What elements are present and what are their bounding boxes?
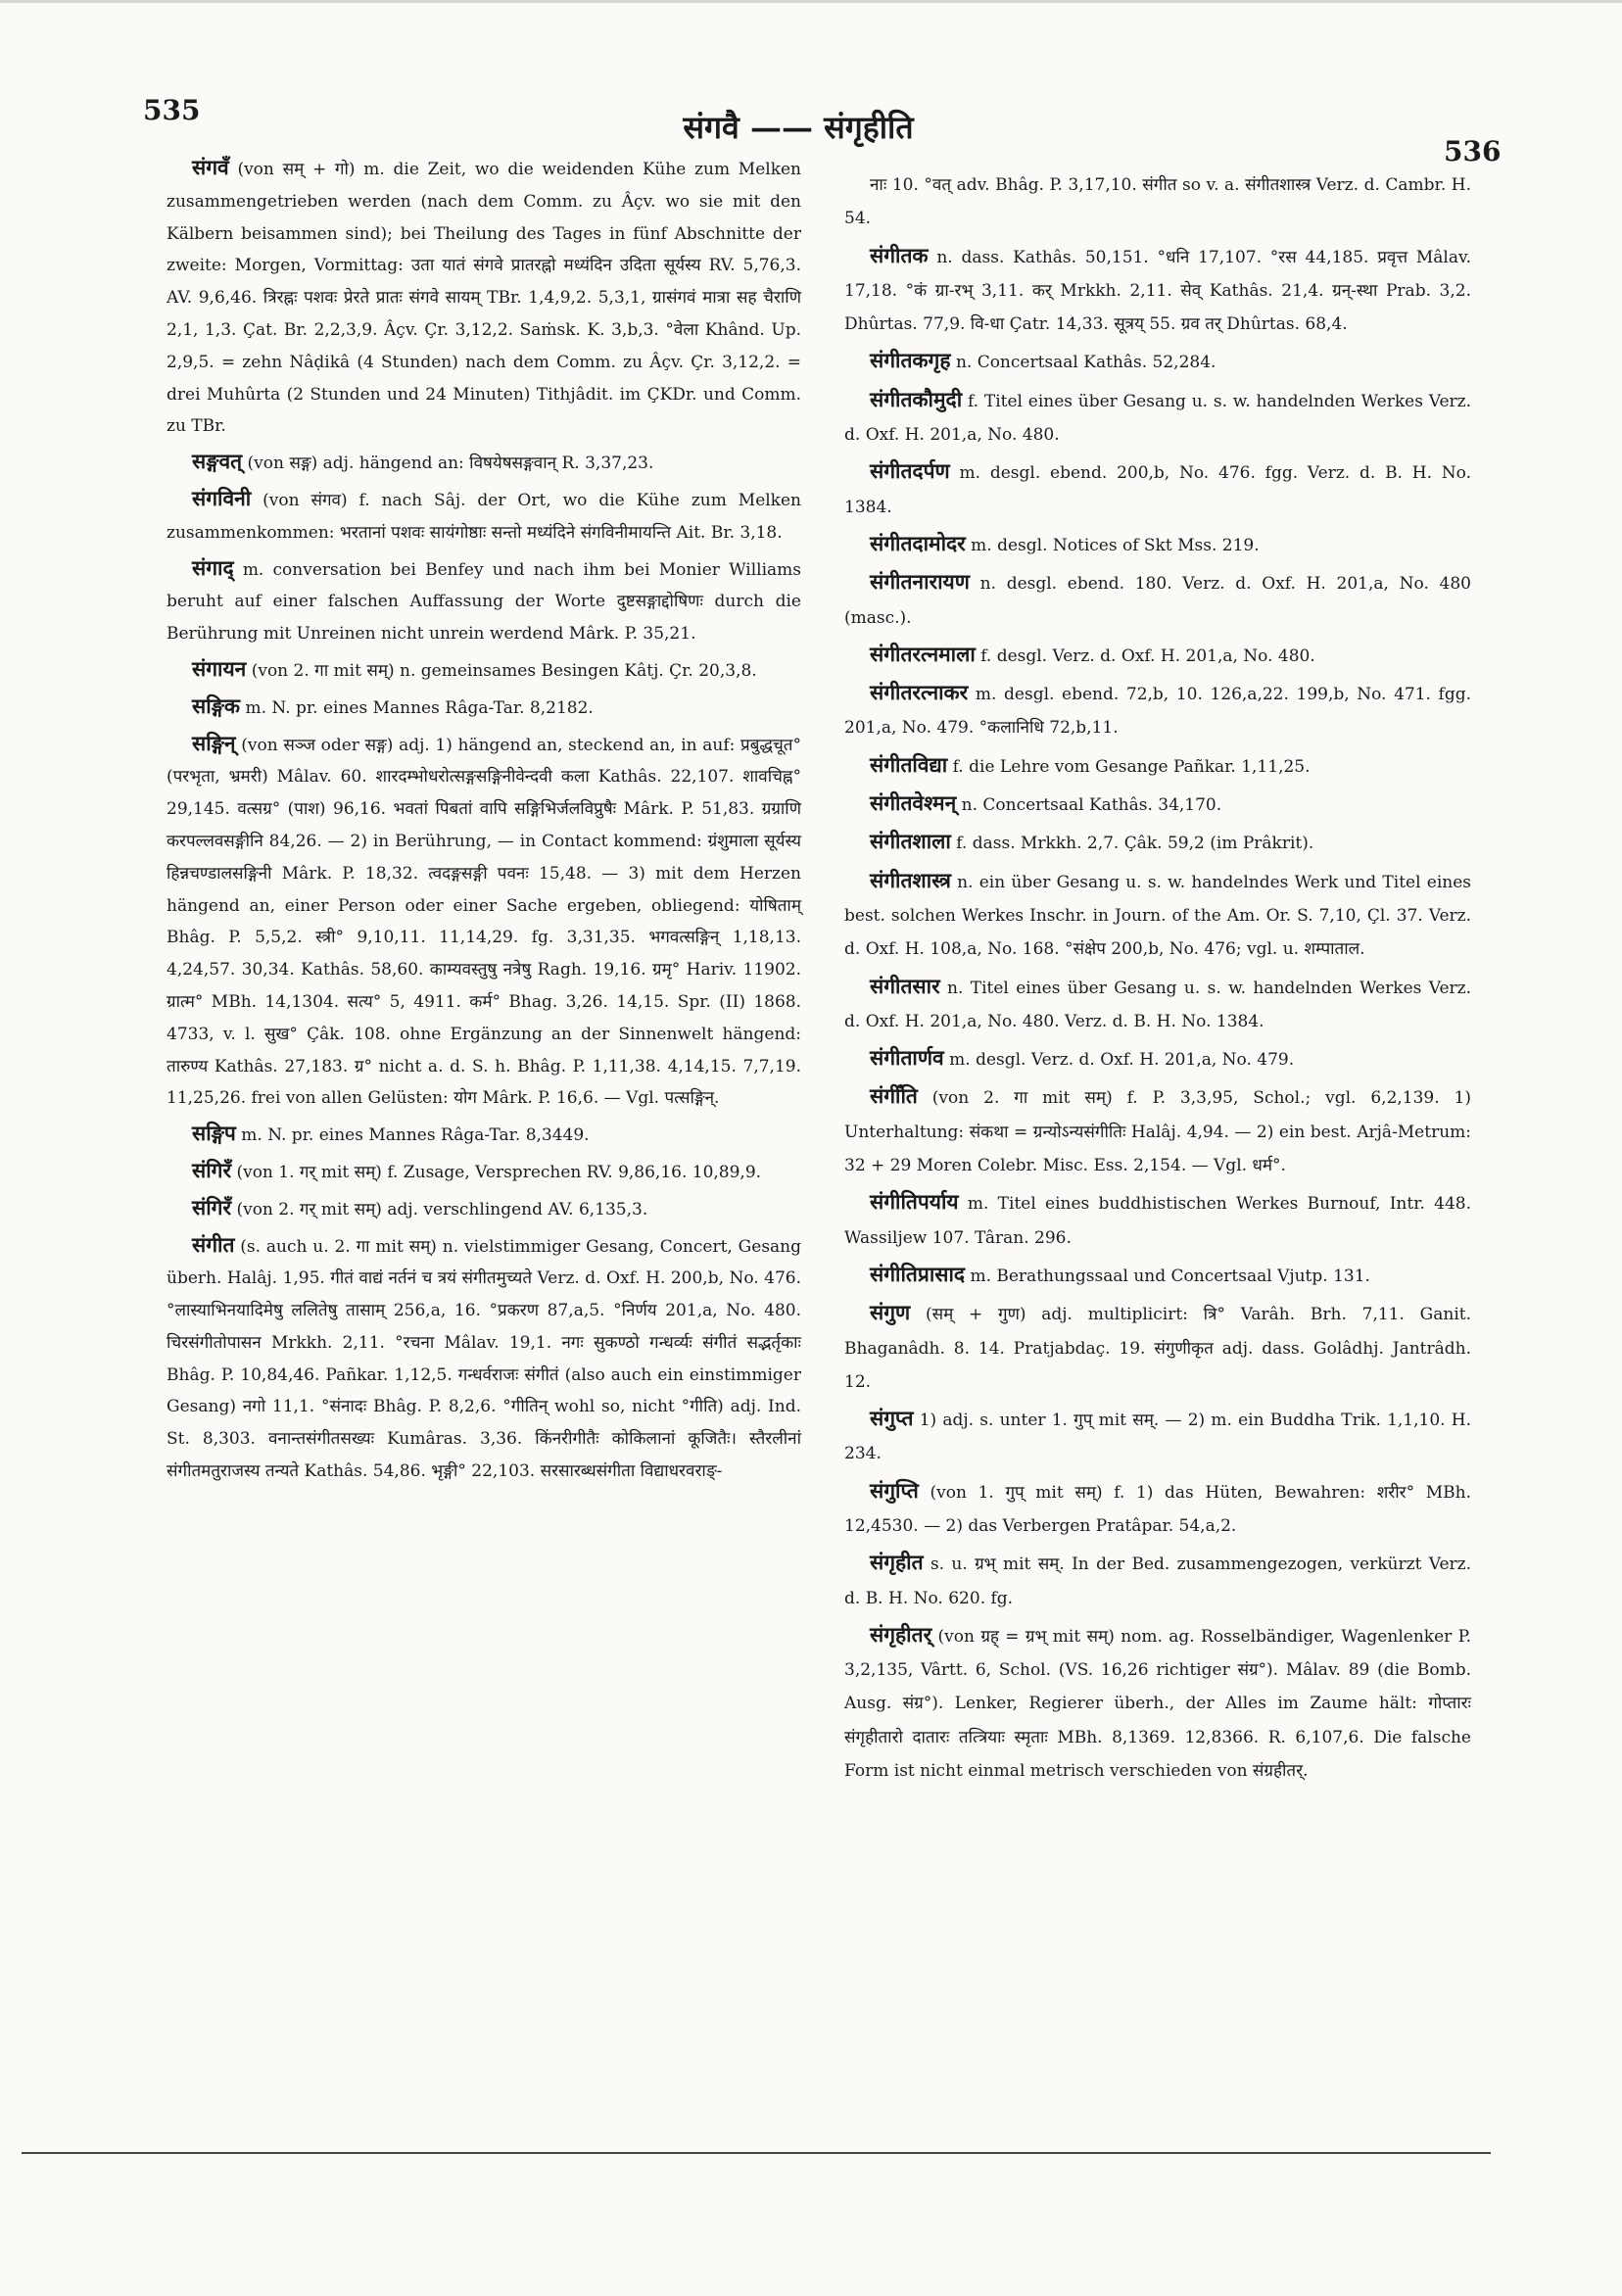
- entry-body: (s. auch u. 2. गा mit सम्) n. vielstimmiger Gesang, Concert, Gesang überh. Halâj. 1,95. गीतं वाद्यं नर्तनं च त्रयं संगीतमुच्यते Verz. d. Oxf. H. 200,b, No. 476. °लास्याभिनयादिमेषु ललितेषु तासाम् 256,a, 16. °प्रकरण 87,a,5. °निर्णय 201,a, No. 480. चिरसंगीतोपासन Mrkkh. 2,11. °रचना Mâlav. 19,1. नगः सुकण्ठो गन्धर्व्यः संगीतं सद्भर्तृकाः Bhâg. P. 10,84,46. Pañkar. 1,12,5. गन्धर्वराजः संगीतं (also auch ein einstimmiger Gesang) नगो 11,1. °संनादः Bhâg. P. 8,2,6. °गीतिन् wohl so, nicht °गीति) adj. Ind. St. 8,303. वनान्तसंगीतसख्यः Kumâras. 3,36. किंनरीगीतैः कोकिलानां कूजितैः। स्तैरलीनां संगीतमतुराजस्य तन्यते Kathâs. 54,86. भृङ्गी° 22,103. सरसारब्धसंगीता विद्याधरवराङ्-: [167, 1236, 802, 1482]
- entry-body: m. N. pr. eines Mannes Râga-Tar. 8,3449.: [241, 1125, 590, 1146]
- entry-body: f. die Lehre vom Gesange Pañkar. 1,11,25.: [952, 756, 1311, 777]
- entry-headword: संगीत: [192, 1231, 235, 1257]
- dictionary-entry: [844, 383, 1471, 453]
- scan-top-edge: [0, 0, 1622, 3]
- dictionary-entry: [844, 565, 1471, 635]
- entry-headword: संगृहीतर्: [870, 1621, 932, 1647]
- entry-body: (von ग्रह् = ग्रभ् mit सम्) nom. ag. Rosselbändiger, Wagenlenker P. 3,2,135, Vârtt. 6, Schol. (VS. 16,26 richtiger संग्र°). Mâlav. 89 (die Bomb. Ausg. संग्र°). Lenker, Regierer überh., der Alles im Zaume hält: गोप्तारः संगृहीतारो दातारः तत्त्रियाः स्मृताः MBh. 8,1369. 12,8366. R. 6,107,6. Die falsche Form ist nicht einmal metrisch verschieden von संग्रहीतर्.: [844, 1626, 1472, 1782]
- entry-body: m. desgl. ebend. 72,b, 10. 126,a,22. 199,b, No. 471. fgg. 201,a, No. 479. °कलानिधि 72,b,11.: [844, 685, 1471, 739]
- entry-headword: संगीतशाला: [870, 829, 951, 854]
- entry-headword: संगीतिप्रासाद: [870, 1261, 966, 1286]
- entry-body: f. desgl. Verz. d. Oxf. H. 201,a, No. 480.: [980, 646, 1315, 666]
- dictionary-entry: [167, 446, 801, 480]
- dictionary-entry: [167, 152, 801, 443]
- entry-body: (von 2. गर् mit सम्) adj. verschlingend AV. 6,135,3.: [236, 1199, 648, 1220]
- entry-body: (von सम् + गो) m. die Zeit, wo die weidenden Kühe zum Melken zusammengetrieben werden (nach dem Comm. zu Âçv. wo sie mit den Kälbern beisammen sind); bei Theilung des Tages in fünf Abschnitte der zweite: Morgen, Vormittag: उता यातं संगवे प्रातरह्नो मध्यंदिन उदिता सूर्यस्य RV. 5,76,3. AV. 9,6,46. त्रिरह्नः पशवः प्रेरते प्रातः संगवे सायम् TBr. 1,4,9,2. 5,3,1, ग्रासंगवं मात्रा सह चैराणि 2,1, 1,3. Çat. Br. 2,2,3,9. Âçv. Çr. 3,12,2. Saṁsk. K. 3,b,3. °वेला Khând. Up. 2,9,5. = zehn Nâḍikâ (4 Stunden) nach dem Comm. zu Âçv. Çr. 3,12,2. = drei Muhûrta (2 Stunden und 24 Minuten) Tithjâdit. im ÇKDr. und Comm. zu TBr.: [167, 160, 802, 437]
- dictionary-entry: [844, 1258, 1471, 1293]
- entry-headword: संगीतसार: [870, 973, 940, 998]
- entry-body: s. u. ग्रभ् mit सम्. In der Bed. zusammengezogen, verkürzt Verz. d. B. H. No. 620. fg.: [844, 1555, 1471, 1608]
- dictionary-entry: [844, 167, 1471, 236]
- entry-headword: संगीतिपर्याय: [870, 1189, 959, 1215]
- entry-body: n. desgl. ebend. 180. Verz. d. Oxf. H. 201,a, No. 480 (masc.).: [844, 574, 1471, 628]
- entry-headword: संगीतरत्नाकर: [870, 680, 969, 705]
- entry-body: n. Titel eines über Gesang u. s. w. handelnden Werkes Verz. d. Oxf. H. 201,a, No. 480. Verz. d. B. H. No. 1384.: [844, 978, 1472, 1031]
- entry-body: नाः 10. °वत् adv. Bhâg. P. 3,17,10. संगीत so v. a. संगीतशास्त्र Verz. d. Cambr. H. 54.: [844, 175, 1471, 229]
- entry-headword: संगिरँ: [192, 1194, 232, 1220]
- dictionary-entry: [167, 1155, 801, 1189]
- dictionary-entry: [844, 1402, 1471, 1471]
- entry-headword: संगीतविद्या: [870, 751, 948, 777]
- entry-body: m. Titel eines buddhistischen Werkes Burnouf, Intr. 448. Wassiljew 107. Târan. 296.: [844, 1194, 1471, 1248]
- left-column: [167, 152, 801, 1491]
- entry-body: (von सञ्ज oder सङ्ग) adj. 1) hängend an, steckend an, in auf: प्रबुद्धचूत° (परभृता, भ्रमरी) Mâlav. 60. शारदम्भोधरोत्सङ्गसङ्गिनीवेन्दवी कला Kathâs. 22,107. शावचिह्न° 29,145. वत्सग्र° (पाश) 96,16. भवतां पिबतां वापि सङ्गिभिर्जलविप्रुषैः Mârk. P. 51,83. ग्रग्राणि करपल्लवसङ्गीनि 84,26. — 2) in Berührung, — in Contact kommend: ग्रंशुमाला सूर्यस्य हिन्नचण्डालसङ्गिनी Mârk. P. 18,32. त्वदङ्गसङ्गी पवनः 15,48. — 3) mit dem Herzen hängend an, einer Person oder einer Sache ergeben, obliegend: योषिताम् Bhâg. P. 5,5,2. स्त्री° 9,10,11. 11,14,29. fg. 3,31,35. भगवत्सङ्गिन् 1,18,13. 4,24,57. 30,34. Kathâs. 58,60. काम्यवस्तुषु नत्रेषु Ragh. 19,16. ग्रमृ° Hariv. 11902. ग्रात्म° MBh. 14,1304. सत्य° 5, 4911. कर्म° Bhag. 3,26. 14,15. Spr. (II) 1868. 4733, v. l. सुख° Çâk. 108. ohne Ergänzung an der Sinnenwelt hängend: तारुण्य Kathâs. 27,183. ग्र° nicht a. d. S. h. Bhâg. P. 1,11,38. 4,14,15. 7,7,19. 11,25,26. frei von allen Gelüsten: योग Mârk. P. 16,6. — Vgl. पत्सङ्गिन्.: [167, 735, 801, 1109]
- dictionary-entry: [167, 691, 801, 725]
- entry-headword: संगीतक: [870, 242, 929, 267]
- dictionary-entry: [844, 676, 1471, 745]
- dictionary-entry: [844, 1618, 1471, 1788]
- entry-headword: सङ्गिप: [192, 1121, 236, 1146]
- entry-body: m. desgl. Notices of Skt Mss. 219.: [971, 535, 1260, 555]
- entry-headword: संगीतकौमुदी: [870, 386, 963, 411]
- entry-headword: संगीँति: [870, 1083, 918, 1109]
- dictionary-entry: [844, 527, 1471, 562]
- entry-body: m. desgl. Verz. d. Oxf. H. 201,a, No. 479.: [949, 1050, 1295, 1071]
- entry-headword: संगीतवेश्मन्: [870, 790, 957, 816]
- entry-headword: संगीतदर्पण: [870, 458, 950, 484]
- dictionary-entry: [167, 1118, 801, 1152]
- entry-body: (von 2. गा mit सम्) f. P. 3,3,95, Schol.; vgl. 6,2,139. 1) Unterhaltung: संकथा = ग्रन्योऽन्यसंगीतिः Halâj. 4,94. — 2) ein best. Arjâ-Metrum: 32 + 29 Moren Colebr. Misc. Ess. 2,154. — Vgl. धर्म°.: [844, 1088, 1472, 1176]
- dictionary-entry: [844, 1185, 1471, 1255]
- entry-headword: संगृहीत: [870, 1550, 924, 1575]
- entry-headword: संगुप्ति: [870, 1477, 919, 1503]
- entry-body: n. dass. Kathâs. 50,151. °धनि 17,107. °रस 44,185. प्रवृत्त Mâlav. 17,18. °कं ग्रा-रभ् 3,11. कर् Mrkkh. 2,11. सेव् Kathâs. 21,4. ग्रन्-स्था Prab. 3,2. Dhûrtas. 77,9. वि-धा Çatr. 14,33. सूत्रय् 55. ग्रव तर् Dhûrtas. 68,4.: [844, 247, 1471, 335]
- entry-body: f. dass. Mrkkh. 2,7. Çâk. 59,2 (im Prâkrit).: [956, 834, 1314, 854]
- entry-headword: संगुप्त: [870, 1406, 914, 1431]
- entry-body: m. Berathungssaal und Concertsaal Vjutp. 131.: [970, 1266, 1370, 1286]
- entry-body: (von सङ्ग) adj. hängend an: विषयेषसङ्गवान् R. 3,37,23.: [247, 454, 654, 474]
- entry-headword: सङ्गिन्: [192, 730, 236, 755]
- dictionary-entry: [167, 728, 801, 1116]
- dictionary-entry: [844, 344, 1471, 379]
- entry-body: m. desgl. ebend. 200,b, No. 476. fgg. Verz. d. B. H. No. 1384.: [844, 463, 1472, 517]
- entry-headword: संगविनी: [192, 485, 252, 510]
- entry-body: m. conversation bei Benfey und nach ihm bei Monier Williams beruht auf einer falschen Auffassung der Worte दुष्टसङ्गाद्दोषिणः durch die Berührung mit Unreinen nicht unrein werdend Mârk. P. 35,21.: [167, 559, 802, 645]
- entry-headword: संगीतार्णव: [870, 1045, 944, 1071]
- entry-body: f. Titel eines über Gesang u. s. w. handelnden Werkes Verz. d. Oxf. H. 201,a, No. 480.: [844, 391, 1472, 446]
- entry-headword: संगवँ: [192, 155, 229, 179]
- dictionary-entry: [167, 1192, 801, 1226]
- dictionary-entry: [167, 483, 801, 550]
- dictionary-entry: [844, 825, 1471, 860]
- dictionary-entry: [844, 638, 1471, 673]
- entry-headword: संगुण: [870, 1300, 911, 1325]
- dictionary-entry: [844, 864, 1471, 967]
- entry-body: (von 2. गा mit सम्) n. gemeinsames Besingen Kâtj. Çr. 20,3,8.: [251, 660, 757, 681]
- right-page-number: 536: [1444, 135, 1502, 167]
- dictionary-entry: [167, 552, 801, 650]
- entry-headword: संगीतकगृह: [870, 348, 951, 373]
- entry-headword: संगीतनारायण: [870, 569, 970, 595]
- entry-body: (von 1. गुप् mit सम्) f. 1) das Hüten, Bewahren: शरीर° MBh. 12,4530. — 2) das Verbergen Pratâpar. 54,a,2.: [844, 1482, 1471, 1536]
- running-head: संगवै —— संगृहीति: [683, 109, 914, 146]
- entry-body: 1) adj. s. unter 1. गुप् mit सम्. — 2) m. ein Buddha Trik. 1,1,10. H. 234.: [844, 1411, 1471, 1464]
- entry-body: n. Concertsaal Kathâs. 34,170.: [961, 795, 1222, 816]
- left-page-number: 535: [143, 94, 201, 126]
- entry-body: n. ein über Gesang u. s. w. handelndes Werk und Titel eines best. solchen Werkes Inschr. in Journ. of the Am. Or. S. 7,10, Çl. 37. Verz. d. Oxf. H. 108,a, No. 168. °संक्षेप 200,b, No. 476; vgl. u. शम्पाताल.: [844, 872, 1471, 960]
- dictionary-entry: [844, 787, 1471, 822]
- entry-body: (von संगव) f. nach Sâj. der Ort, wo die Kühe zum Melken zusammenkommen: भरतानां पशवः सायंगोष्ठाः सन्तो मध्यंदिने संगविनीमायन्ति Ait. Br. 3,18.: [167, 490, 801, 543]
- bottom-rule: [22, 2152, 1491, 2154]
- dictionary-entry: [844, 748, 1471, 784]
- entry-body: m. N. pr. eines Mannes Râga-Tar. 8,2182.: [245, 697, 594, 718]
- entry-headword: सङ्गिक: [192, 693, 241, 718]
- dictionary-entry: [844, 1296, 1471, 1399]
- dictionary-entry: [844, 239, 1471, 342]
- dictionary-entry: [167, 1229, 801, 1488]
- right-column: [844, 167, 1471, 1791]
- dictionary-entry: [844, 1474, 1471, 1544]
- entry-headword: संगीतदामोदर: [870, 530, 966, 555]
- entry-headword: संगीतरत्नमाला: [870, 641, 976, 666]
- entry-body: (von 1. गर् mit सम्) f. Zusage, Versprechen RV. 9,86,16. 10,89,9.: [236, 1162, 762, 1182]
- dictionary-entry: [844, 1546, 1471, 1615]
- entry-headword: सङ्गवत्: [192, 449, 243, 474]
- entry-body: n. Concertsaal Kathâs. 52,284.: [955, 353, 1216, 373]
- dictionary-entry: [844, 454, 1471, 524]
- dictionary-entry: [844, 970, 1471, 1039]
- dictionary-entry: [844, 1079, 1471, 1182]
- dictionary-entry: [167, 653, 801, 688]
- entry-headword: संगिरँ: [192, 1157, 232, 1182]
- entry-headword: संगाद्: [192, 554, 234, 580]
- dictionary-entry: [844, 1041, 1471, 1076]
- entry-body: (सम् + गुण) adj. multiplicirt: त्रि° Varâh. Brh. 7,11. Ganit. Bhaganâdh. 8. 14. Pratjabdaç. 19. संगुणीकृत adj. dass. Golâdhj. Jantrâdh. 12.: [844, 1305, 1471, 1392]
- entry-headword: संगीतशास्त्र: [870, 867, 951, 892]
- entry-headword: संगायन: [192, 655, 247, 681]
